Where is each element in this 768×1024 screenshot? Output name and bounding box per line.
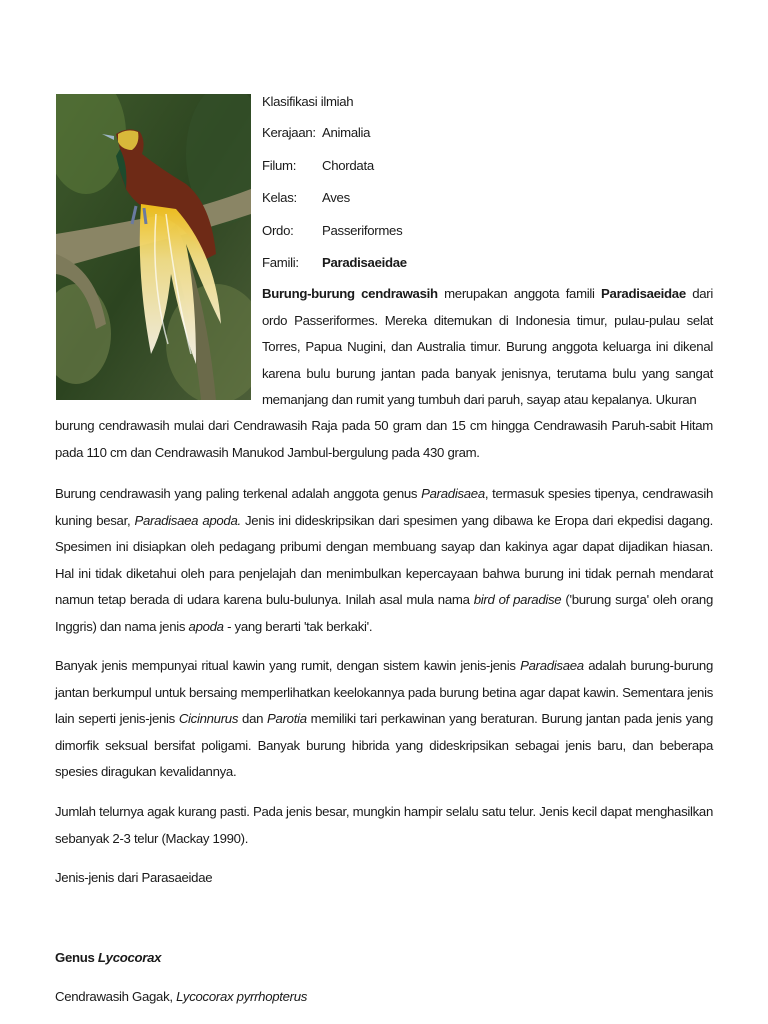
species-entry: [55, 989, 307, 1004]
p2-italic-1: Paradisaea: [421, 486, 485, 501]
genus-heading: [55, 950, 161, 965]
kingdom-label: Kerajaan:: [262, 125, 316, 140]
p2-text-5: - yang berarti 'tak berkaki'.: [223, 618, 373, 634]
intro-lead: Burung-burung cendrawasih: [262, 286, 438, 301]
intro-paragraph: [262, 281, 713, 414]
classification-heading: Klasifikasi ilmiah: [262, 94, 354, 109]
p3-italic-3: Parotia: [267, 711, 307, 726]
intro-paragraph-cont: [55, 413, 713, 466]
p3-text-2: adalah burung-burung jantan berkumpul untuk bersaing memperlihatkan keelokannya pada burung betina agar dapat kawin. Sementara jenis lain seperti jenis-jenis: [55, 658, 713, 726]
p2-text-1: Burung cendrawasih yang paling terkenal adalah anggota genus: [55, 486, 422, 501]
class-label: Kelas:: [262, 190, 297, 205]
p2-italic-4: apoda: [188, 618, 224, 634]
genus-name: Lycocorax: [97, 950, 162, 965]
p3-text-4: memiliki tari perkawinan yang beraturan. Burung jantan pada jenis yang dimorfik seksual bersifat poligami. Banyak burung hibrida yang dideskripsikan sebagai jenis baru, dan beberapa spesies diragukan kevalidannya.: [55, 711, 713, 779]
eggs-paragraph: [55, 799, 713, 852]
species-common-name: Cendrawasih Gagak,: [55, 989, 177, 1004]
bird-of-paradise-photo: [56, 94, 251, 400]
order-label: Ordo:: [262, 223, 294, 238]
p2-italic-2: Paradisaea apoda.: [134, 512, 241, 528]
p3-text-3: dan: [238, 711, 268, 726]
paradisaea-paragraph: [55, 481, 713, 640]
p4-text: Jumlah telurnya agak kurang pasti. Pada jenis besar, mungkin hampir selalu satu telur. Jenis kecil dapat menghasilkan sebanyak 2-3 telur (Mackay 1990).: [55, 804, 713, 846]
p3-text-1: Banyak jenis mempunyai ritual kawin yang rumit, dengan sistem kawin jenis-jenis: [55, 658, 521, 673]
species-list-intro: Jenis-jenis dari Parasaeidae: [55, 870, 213, 885]
kingdom-value: Animalia: [322, 125, 371, 140]
p2-italic-3: bird of paradise: [473, 592, 562, 607]
p3-italic-2: Cicinnurus: [178, 711, 239, 726]
phylum-value: Chordata: [322, 158, 374, 173]
mating-paragraph: [55, 653, 713, 786]
order-value: Passeriformes: [322, 223, 403, 238]
family-value: Paradisaeidae: [322, 255, 407, 270]
species-latin-name: Lycocorax pyrrhopterus: [176, 989, 308, 1004]
genus-label: Genus: [55, 950, 98, 965]
family-label: Famili:: [262, 255, 299, 270]
intro-text-1: merupakan anggota famili: [437, 286, 602, 301]
p3-italic-1: Paradisaea: [520, 658, 584, 673]
p2-text-2: , termasuk spesies tipenya, cendrawasih kuning besar,: [55, 486, 713, 528]
p2-text-3: Jenis ini dideskripsikan dari spesimen yang dibawa ke Eropa dari ekpedisi dagang. Spesimen ini disiapkan oleh pedagang pribumi dengan membuang sayap dan kakinya agar dapat dijadikan hiasan. Hal ini tidak diketahui oleh para penjelajah dan menimbulkan kepercayaan bahwa burung ini tidak pernah mendarat namun tetap berada di udara karena bulu-bulunya. Inilah asal mula nama: [55, 512, 713, 607]
intro-text-3: burung cendrawasih mulai dari Cendrawasih Raja pada 50 gram dan 15 cm hingga Cendrawasih Paruh-sabit Hitam pada 110 cm dan Cendrawasih Manukod Jambul-bergulung pada 430 gram.: [55, 418, 713, 460]
phylum-label: Filum:: [262, 158, 297, 173]
intro-family-bold: Paradisaeidae: [601, 286, 686, 301]
p2-text-4: ('burung surga' oleh orang Inggris) dan nama jenis: [55, 592, 713, 634]
class-value: Aves: [322, 190, 350, 205]
intro-text-2: dari ordo Passeriformes. Mereka ditemukan di Indonesia timur, pulau-pulau selat Torres, Papua Nugini, dan Australia timur. Burung anggota keluarga ini dikenal karena bulu burung jantan pada banyak jenisnya, terutama bulu yang sangat memanjang dan rumit yang tumbuh dari paruh, sayap atau kepalanya. Ukuran: [262, 286, 714, 407]
